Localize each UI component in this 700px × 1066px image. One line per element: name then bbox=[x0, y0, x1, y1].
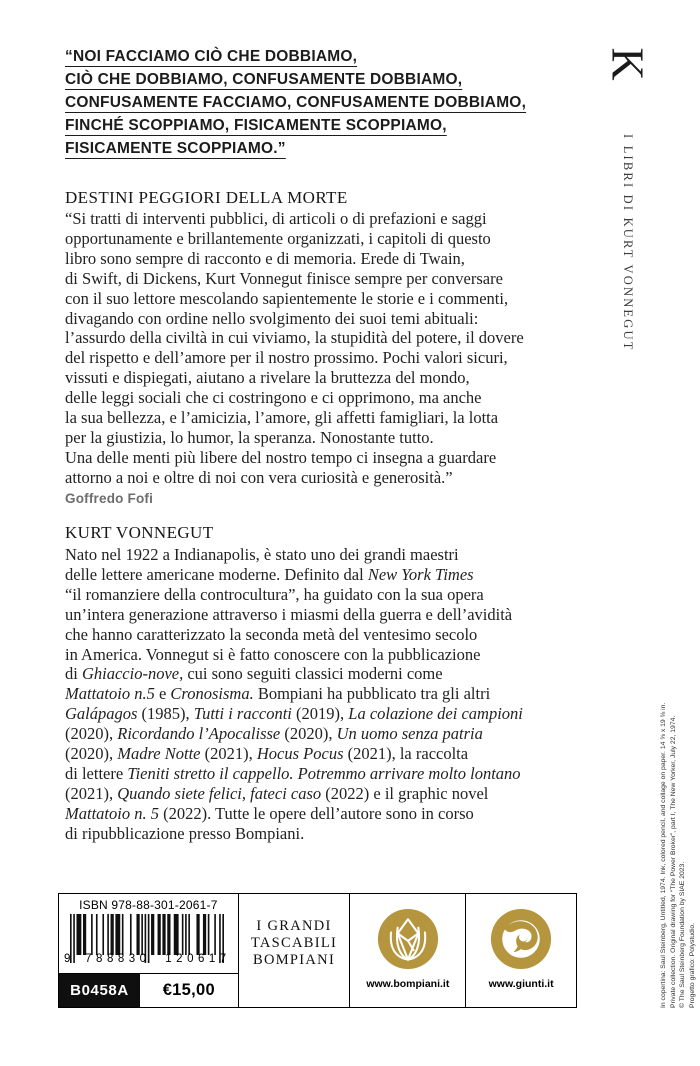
footer-strip bbox=[58, 893, 577, 1008]
product-code-badge: B0458A bbox=[59, 974, 140, 1007]
barcode-digits bbox=[64, 953, 231, 965]
imprint-lines: I GRANDI TASCABILI BOMPIANI bbox=[250, 918, 338, 968]
bompiani-cell bbox=[349, 894, 465, 1007]
imprint-cell bbox=[238, 894, 350, 1007]
bompiani-url: www.bompiani.it bbox=[366, 978, 450, 990]
giunti-url: www.giunti.it bbox=[488, 978, 554, 990]
giunti-cell bbox=[465, 894, 576, 1007]
barcode-digit-group: 9 bbox=[64, 953, 71, 965]
series-title-vertical: I LIBRI DI KURT VONNEGUT bbox=[621, 134, 635, 352]
review-heading: DESTINI PEGGIORI DELLA MORTE bbox=[65, 188, 348, 207]
barcode-digit-group: 788830 bbox=[85, 953, 151, 965]
barcode-cell bbox=[59, 894, 238, 1007]
code-price-row bbox=[59, 973, 238, 1007]
bio-heading: KURT VONNEGUT bbox=[65, 523, 214, 542]
giunti-swirl-icon bbox=[490, 908, 552, 970]
barcode-area bbox=[59, 894, 238, 973]
bio-text: Nato nel 1922 a Indianapolis, è stato uno dei grandi maestri delle lettere americane moderne. Definito dal New York Times “il romanziere della controcultura”, ha guidato con la sua opera un’intera generazione attraverso i miasmi della guerra e dell’avidità che hanno caratterizzato la seconda metà del ventesimo secolo in America. Vonnegut si è fatto conoscere con la pubblicazione di Ghiaccio-nove, cui sono seguiti classici moderni come Mattatoio n.5 e Cronosisma. Bompiani ha pubblicato tra gli altri Galápagos (1985), Tutti i racconti (2019), La colazione dei campioni (2020), Ricordando l’Apocalisse (2020), Un uomo senza patria (2020), Madre Notte (2021), Hocus Pocus (2021), la raccolta di lettere Tieniti stretto il cappello. Potremmo arrivare molto lontano (2021), Quando siete felici, fateci caso (2022) e il graphic novel Mattatoio n. 5 (2022). Tutte le opere dell’autore sono in corso di ripubblicazione presso Bompiani. bbox=[65, 545, 523, 843]
kv-monogram-icon bbox=[602, 38, 654, 90]
bompiani-rose-icon bbox=[377, 908, 439, 970]
kv-monogram-letter: K bbox=[602, 47, 654, 81]
cover-credits-vertical: In copertina: Saul Steinberg, Untitled, 1974. Ink, colored pencil, and collage on paper. 14 ⅝ x 19 ⅝ in. Private collection. Original drawing for “The Power Broker”, part I, The New Yorker, July 22, 1974. © The Saul Steinberg Foundation by SIAE 2023. Progetto grafico: Polystudio. bbox=[660, 702, 696, 1008]
price-label: €15,00 bbox=[162, 981, 215, 999]
barcode-digit-group: 120617 bbox=[165, 953, 231, 965]
isbn-label: ISBN 978-88-301-2061-7 bbox=[79, 898, 218, 912]
cover-quote: “NOI FACCIAMO CIÒ CHE DOBBIAMO, CIÒ CHE DOBBIAMO, CONFUSAMENTE DOBBIAMO, CONFUSAMENTE FACCIAMO, CONFUSAMENTE DOBBIAMO, FINCHÉ SCOPPIAMO, FISICAMENTE SCOPPIAMO, FISICAMENTE SCOPPIAMO.” bbox=[65, 48, 527, 157]
review-attribution: Goffredo Fofi bbox=[65, 491, 154, 506]
review-text: “Si tratti di interventi pubblici, di articoli o di prefazioni e saggi opportunamente e brillantemente organizzati, i capitoli di questo libro sono sempre di racconto e di memoria. Erede di Twain, di Swift, di Dickens, Kurt Vonnegut finisce sempre per conversare con il suo lettore mescolando sapientemente le storie e i commenti, divagando con ordine nello svolgimento dei suoi temi abituali: l’assurdo della civiltà in cui viviamo, la stupidità del potere, il dovere del rispetto e dell’amore per il nostro prossimo. Pochi valori sicuri, vissuti e dispiegati, aiutano a rivelare la bruttezza del mondo, delle leggi sociali che ci costringono e ci opprimono, ma anche la sua bellezza, e l’amicizia, l’amore, gli affetti famigliari, la lotta per la giustizia, lo humor, la speranza. Nonostante tutto. Una delle menti più libere del nostro tempo ci insegna a guardare attorno a noi e oltre di noi con vera curiosità e generosità.” bbox=[65, 209, 524, 487]
